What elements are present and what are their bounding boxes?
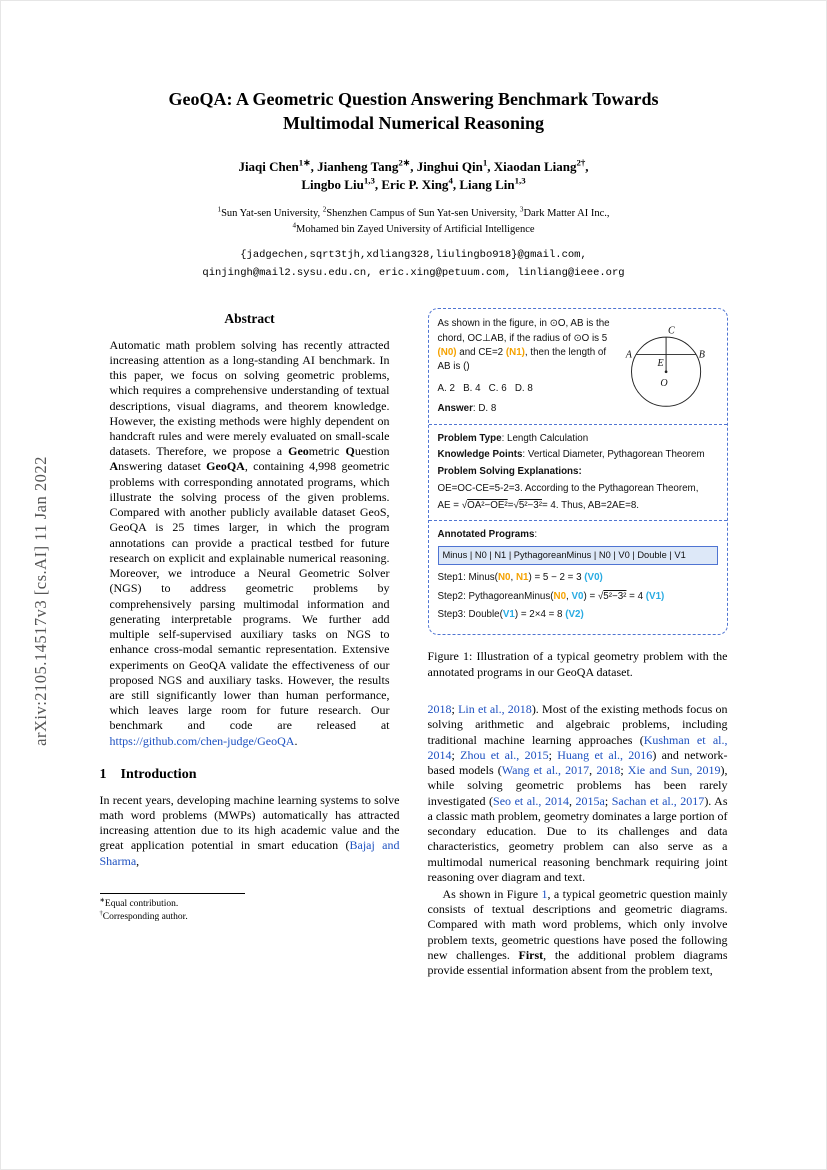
point-label-c: C	[667, 325, 675, 337]
point-label-o: O	[659, 378, 668, 390]
author-line-2	[1, 176, 826, 195]
body-paragraph-2	[428, 887, 728, 978]
text-segment: Jianheng Tang	[317, 158, 399, 174]
annotated-programs-label	[438, 528, 718, 542]
text-segment: N1	[515, 572, 529, 584]
text-segment: = 4	[626, 590, 646, 602]
paper-title	[1, 87, 826, 136]
text-segment: First	[518, 947, 544, 962]
citation-link[interactable]: Xie and Sun, 2019	[627, 763, 721, 778]
text-segment: Dark Matter AI Inc.,	[523, 208, 610, 220]
text-segment: AE = √	[437, 499, 468, 511]
text-segment: :	[534, 528, 538, 540]
text-segment: : Length Calculation	[501, 432, 589, 444]
text-segment: Jinghui Qin	[416, 158, 483, 174]
problem-type-line	[438, 432, 718, 446]
text-segment: As shown in Figure	[442, 886, 542, 901]
affiliation-line-1	[1, 206, 826, 222]
section-1-heading	[100, 766, 400, 784]
text-segment: : Vertical Diameter, Pythagorean Theorem	[522, 449, 705, 461]
author-emails	[1, 247, 826, 283]
text-segment: =	[507, 499, 514, 511]
answer-line	[438, 402, 614, 416]
text-segment: ∗	[99, 896, 105, 904]
text-segment: = 4. Thus, AB=2AE=8.	[541, 499, 640, 511]
affiliation-line-2	[1, 222, 826, 238]
figure-1-caption: Figure 1: Illustration of a typical geometry problem with the annotated programs in our GeoQA dataset.	[427, 648, 728, 679]
text-segment: Geo	[288, 444, 309, 459]
text-segment: 1	[482, 157, 488, 168]
text-segment: ) = 2×4 = 8	[514, 608, 566, 620]
citation-link[interactable]: https://github.com/chen-judge/GeoQA	[109, 733, 295, 748]
text-segment: and CE=2	[456, 346, 506, 358]
text-segment: : D. 8	[472, 403, 497, 415]
text-segment: Automatic math problem solving has recently attracted increasing attention as a long-standing AI benchmark. In this paper, we focus on solving geometric problems, which requires a comprehensive understanding of textual descriptions, visual diagrams, and theorem knowledge. However, the existing methods were highly dependent on handcraft rules and were merely evaluated on small-scale datasets. Therefore, we propose a	[109, 337, 390, 459]
abstract-heading: Abstract	[224, 311, 275, 327]
text-segment: ;	[548, 747, 558, 762]
knowledge-points-line	[438, 448, 718, 462]
title-line-1: GeoQA: A Geometric Question Answering Benchmark Towards	[168, 89, 659, 109]
center-dot	[664, 371, 667, 374]
text-segment: (N1)	[505, 346, 525, 358]
figure-1	[428, 308, 728, 680]
text-segment: Equal contribution.	[104, 898, 179, 909]
text-segment: ). Most of the existing methods focus on solving arithmetic and algebraic problems, including traditional machine learning approaches (	[427, 702, 728, 747]
explanation-line-2	[438, 499, 718, 513]
text-segment: (N0)	[437, 346, 457, 358]
text-segment: , a typical geometric question mainly consists of textual descriptions and geometric diagrams. Compared with math word problems, which only involve problem texts, geometric questions have posed the following new challenges.	[427, 886, 728, 962]
text-segment: A	[109, 459, 119, 474]
text-segment: uestion	[354, 444, 390, 459]
text-segment: 1∗	[298, 157, 311, 168]
figure-1-panel	[428, 308, 728, 635]
footnote-rule	[100, 893, 245, 894]
text-segment: Eric P. Xing	[381, 177, 449, 193]
text-segment: In recent years, developing machine learning systems to solve math word problems (MWPs) automatically has attracted increasing attention due to its high academic value and the great application potential in smart education (	[99, 792, 400, 853]
program-step-2	[438, 590, 718, 604]
text-segment: Problem Type	[437, 432, 502, 444]
text-segment: 5²−3²	[518, 499, 542, 511]
paper-header	[1, 1, 826, 282]
text-segment: 1,3	[514, 176, 526, 187]
text-segment: Jiaqi Chen	[238, 158, 299, 174]
text-segment: 3	[519, 205, 524, 214]
text-segment: ;	[620, 763, 628, 778]
text-segment: Xiaodan Liang	[493, 158, 577, 174]
text-segment: GeoQA	[206, 459, 245, 474]
text-segment: , containing 4,998 geometric problems with corresponding annotated programs, which illustrate the solving process of the given problems. Compared with another publicly available dataset GeoS, GeoQA is 25 times larger, in which the program annotations can provide a practical testbed for future research on explicit and explainable numerical reasoning. Moreover, we introduce a Neural Geometric Solver (NGS) to address geometric problems by comprehensively parsing multimodal information and generating interpretable programs. We further add multiple self-supervised auxiliary tasks on NGS to enhance cross-modal semantic representation. Extensive experiments on GeoQA validate the effectiveness of our proposed NGS and auxiliary tasks. However, the results are still significantly lower than human performance, which leaves large room for future research. Our benchmark and code are released at	[109, 459, 390, 733]
citation-link[interactable]: Bajaj and Sharma	[99, 838, 400, 868]
citation-link[interactable]: Lin et al., 2018	[458, 702, 532, 717]
text-segment: 4	[448, 176, 453, 187]
abstract-text	[100, 338, 400, 749]
text-segment: ) = 5 − 2 = 3	[528, 572, 585, 584]
text-segment: 1	[217, 205, 222, 214]
text-segment: Q	[345, 444, 355, 459]
text-segment: ,	[568, 793, 576, 808]
text-segment: †	[99, 910, 103, 918]
text-segment: N0	[497, 572, 511, 584]
text-segment: (V1)	[645, 590, 665, 602]
text-segment: (V0)	[584, 572, 603, 584]
right-column	[428, 308, 728, 978]
explanations-label	[438, 465, 718, 479]
section-number: 1	[99, 766, 107, 782]
author-list	[1, 158, 826, 196]
text-segment: ,	[310, 158, 318, 174]
problem-section	[438, 317, 718, 416]
program-sequence-box: Minus | N0 | N1 | PythagoreanMinus | N0 | V0 | Double | V1	[438, 546, 718, 565]
footnote-corresponding-author	[100, 911, 400, 924]
text-segment: N0	[553, 590, 567, 602]
text-segment: √	[513, 499, 519, 511]
text-segment: 4	[292, 221, 297, 230]
author-line-1	[1, 158, 826, 177]
arxiv-watermark: arXiv:2105.14517v3 [cs.AI] 11 Jan 2022	[31, 456, 50, 746]
text-segment: ;	[451, 702, 459, 717]
text-segment: ) = √	[583, 590, 604, 602]
text-segment: Liang Lin	[459, 177, 515, 193]
text-segment: (V2)	[565, 608, 584, 620]
text-segment: Step1: Minus(	[437, 572, 498, 584]
title-line-2: Multimodal Numerical Reasoning	[283, 113, 544, 134]
answer-options: A. 2 B. 4 C. 6 D. 8	[437, 383, 533, 395]
citation-link[interactable]: Zhou et al., 2015	[460, 747, 549, 762]
text-segment: Problem Solving Explanations:	[437, 466, 582, 478]
text-segment: As shown in the figure, in ⊙O, AB is the chord, OC⊥AB, if the radius of ⊙O is 5	[437, 318, 610, 344]
text-segment: Lingbo Liu	[301, 177, 364, 193]
email-line-1[interactable]: {jadgechen,sqrt3tjh,xdliang328,liulingbo918}@gmail.com,	[240, 248, 587, 261]
citation-link[interactable]: 1	[541, 886, 548, 901]
text-segment: ,	[452, 177, 460, 193]
text-segment: V0	[571, 590, 584, 602]
geometry-diagram	[618, 317, 718, 413]
text-segment: ,	[589, 763, 597, 778]
text-segment: 2∗	[398, 157, 411, 168]
text-segment: ). As a classic math problem, geometry dominates a large portion of secondary education. Due to its challenges and data characteristics, geometry problem can also serve as a multimodal numerical reasoning benchmark requiring joint reasoning over diagram and text.	[427, 793, 728, 884]
text-segment: 2†	[576, 157, 586, 168]
program-step-3	[438, 608, 718, 622]
text-segment: ,	[566, 590, 572, 602]
citation-link[interactable]: 2018	[427, 702, 452, 717]
point-label-e: E	[656, 358, 664, 370]
citation-link[interactable]: Seo et al., 2014	[493, 793, 569, 808]
dashed-separator-1	[429, 424, 727, 425]
citation-link[interactable]: Huang et al., 2016	[557, 747, 653, 762]
text-segment: nswering dataset	[118, 459, 207, 474]
text-segment: ,	[374, 177, 382, 193]
text-segment: Answer	[437, 403, 473, 415]
citation-link[interactable]: Sachan et al., 2017	[611, 793, 705, 808]
program-step-1	[438, 571, 718, 585]
citation-link[interactable]: Wang et al., 2017	[501, 763, 590, 778]
dashed-separator-2	[429, 520, 727, 521]
footnote-block	[100, 893, 400, 925]
citation-link[interactable]: 2018	[596, 763, 621, 778]
text-segment: Shenzhen Campus of Sun Yat-sen University,	[326, 208, 520, 220]
section-title: Introduction	[120, 766, 197, 782]
text-segment: Annotated Programs	[437, 528, 535, 540]
text-segment: ) and network-based models (	[427, 747, 728, 778]
intro-paragraph	[100, 793, 400, 869]
text-segment: Corresponding author.	[102, 912, 188, 923]
body-paragraph-1	[428, 702, 728, 885]
text-segment: Mohamed bin Zayed University of Artificial Intelligence	[296, 224, 535, 236]
text-segment: , then the length of AB is ()	[437, 346, 607, 373]
text-segment: Step2: PythagoreanMinus(	[437, 590, 554, 602]
text-segment: ,	[510, 572, 516, 584]
explanation-line-1	[438, 482, 718, 496]
text-segment: V1	[502, 608, 515, 620]
text-segment: ;	[604, 793, 612, 808]
problem-statement-block	[438, 317, 614, 416]
text-segment: ), while solving geometric problems has been rarely investigated (	[427, 763, 728, 808]
two-column-body	[100, 308, 728, 978]
email-line-2[interactable]: qinjingh@mail2.sysu.edu.cn, eric.xing@petuum.com, linliang@ieee.org	[202, 266, 625, 279]
text-segment: 1,3	[363, 176, 375, 187]
problem-statement	[438, 317, 614, 374]
text-segment: ;	[451, 747, 461, 762]
text-segment: OE=OC-CE=5-2=3. According to the Pythagorean Theorem,	[437, 482, 699, 494]
text-segment: ,	[585, 158, 589, 174]
text-segment: ,	[136, 853, 140, 868]
text-segment: 5²−3²	[603, 590, 627, 602]
text-segment: ,	[487, 158, 494, 174]
text-segment: Step3: Double(	[437, 608, 503, 620]
text-segment: 2	[322, 205, 327, 214]
text-segment: metric	[308, 444, 346, 459]
affiliations	[1, 206, 826, 238]
left-column	[100, 308, 400, 978]
text-segment: , the additional problem diagrams provide essential information absent from the problem text,	[427, 947, 728, 978]
citation-link[interactable]: 2015a	[575, 793, 605, 808]
text-segment: Knowledge Points	[437, 449, 523, 461]
point-label-a: A	[625, 349, 632, 361]
point-label-b: B	[698, 349, 705, 361]
text-segment: Sun Yat-sen University,	[221, 208, 323, 220]
footnote-equal-contribution	[100, 898, 400, 911]
text-segment: ,	[410, 158, 417, 174]
citation-link[interactable]: Kushman et al., 2014	[427, 732, 728, 762]
text-segment: .	[294, 733, 298, 748]
text-segment: OA²−OE²	[467, 499, 508, 511]
